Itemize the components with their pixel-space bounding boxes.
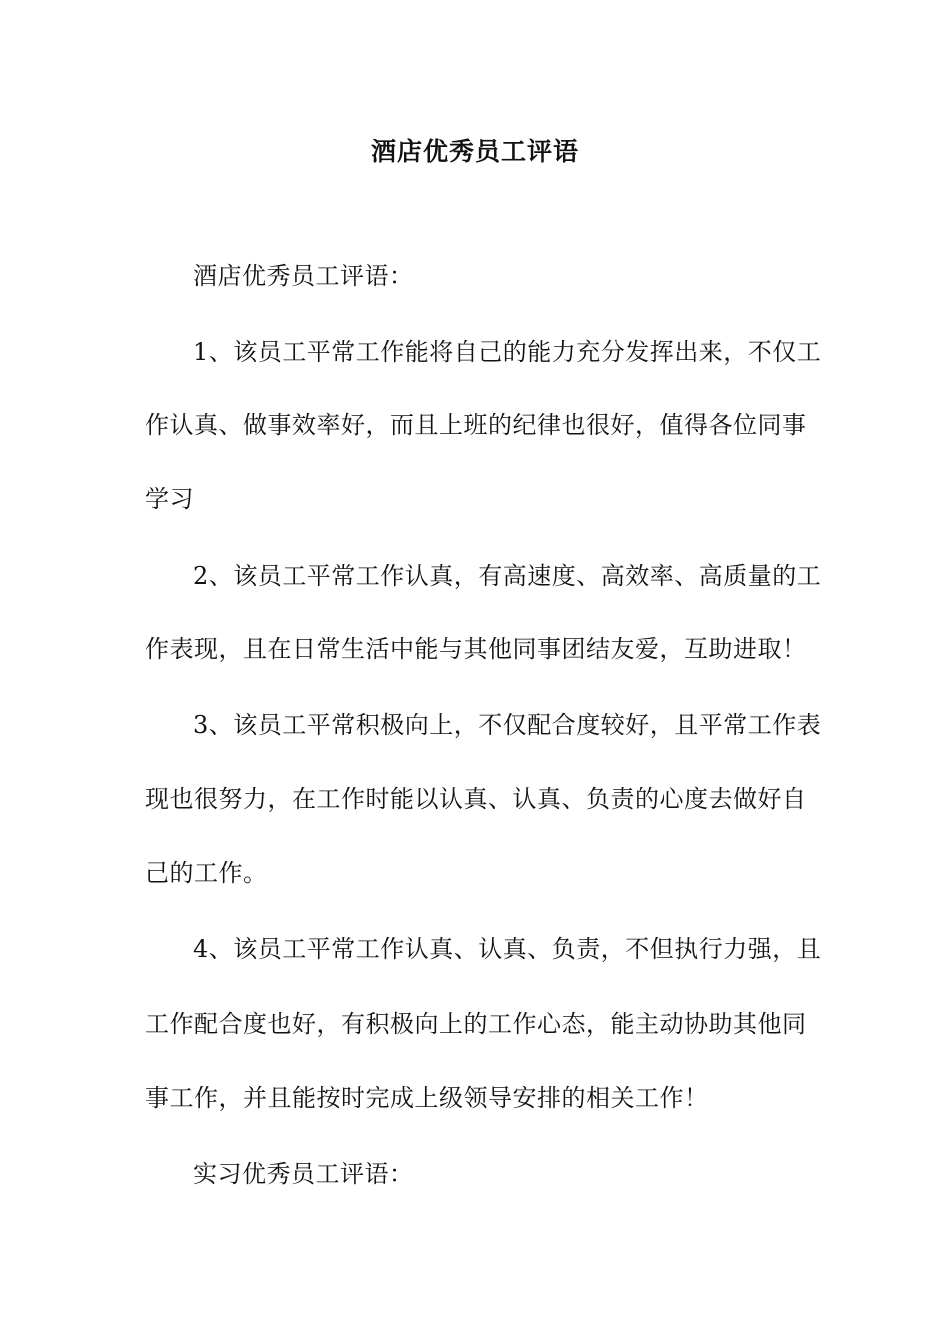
document-title: 酒店优秀员工评语: [370, 137, 579, 166]
section-heading-intern: 实习优秀员工评语：: [193, 1160, 414, 1188]
paragraph-1-line-1: 1、该员工平常工作能将自己的能力充分发挥出来，不仅工: [193, 338, 822, 366]
paragraph-3-line-2: 现也很努力，在工作时能以认真、认真、负责的心度去做好自: [145, 785, 807, 813]
paragraph-3-line-1: 3、该员工平常积极向上，不仅配合度较好，且平常工作表: [193, 711, 822, 739]
paragraph-4-line-3: 事工作，并且能按时完成上级领导安排的相关工作！: [145, 1084, 709, 1112]
section-heading-hotel: 酒店优秀员工评语：: [193, 262, 414, 290]
paragraph-4-line-2: 工作配合度也好，有积极向上的工作心态，能主动协助其他同: [145, 1010, 807, 1038]
paragraph-1-line-2: 作认真、做事效率好，而且上班的纪律也很好，值得各位同事: [145, 411, 807, 439]
paragraph-1-line-3: 学习: [145, 485, 194, 513]
paragraph-2-line-2: 作表现，且在日常生活中能与其他同事团结友爱，互助进取！: [145, 635, 807, 663]
paragraph-3-line-3: 己的工作。: [145, 859, 268, 887]
paragraph-2-line-1: 2、该员工平常工作认真，有高速度、高效率、高质量的工: [193, 562, 822, 590]
paragraph-4-line-1: 4、该员工平常工作认真、认真、负责，不但执行力强，且: [193, 935, 822, 963]
